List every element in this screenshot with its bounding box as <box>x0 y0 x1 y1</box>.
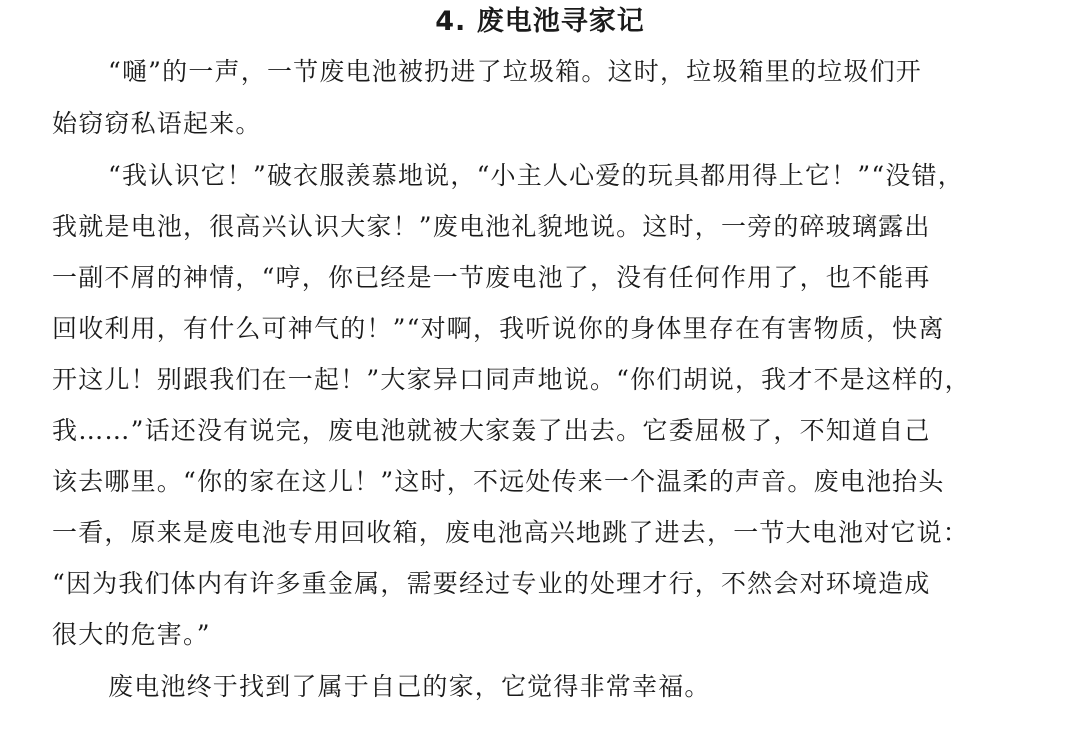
paragraph-1-line-1: “嗵”的一声，一节废电池被扔进了垃圾箱。这时，垃圾箱里的垃圾们开 <box>108 57 922 86</box>
paragraph-2-line-4: 回收利用，有什么可神气的！”“对啊，我听说你的身体里存在有害物质，快离 <box>52 314 945 343</box>
story-title: 4. 废电池寻家记 <box>435 6 645 37</box>
paragraph-2-line-2: 我就是电池，很高兴认识大家！”废电池礼貌地说。这时，一旁的碎玻璃露出 <box>52 212 931 241</box>
paragraph-2-line-5: 开这儿！别跟我们在一起！”大家异口同声地说。“你们胡说，我才不是这样的， <box>52 365 971 394</box>
paragraph-2-line-1: “我认识它！”破衣服羡慕地说，“小主人心爱的玩具都用得上它！”“没错， <box>108 161 964 190</box>
paragraph-2-line-10: 很大的危害。” <box>52 620 211 649</box>
paragraph-2-line-9: “因为我们体内有许多重金属，需要经过专业的处理才行，不然会对环境造成 <box>52 569 931 598</box>
paragraph-2-line-6: 我……”话还没有说完，废电池就被大家轰了出去。它委屈极了，不知道自己 <box>52 416 931 445</box>
paragraph-2-line-7: 该去哪里。“你的家在这儿！”这时，不远处传来一个温柔的声音。废电池抬头 <box>52 467 945 496</box>
paragraph-2-line-3: 一副不屑的神情，“哼，你已经是一节废电池了，没有任何作用了，也不能再 <box>52 263 931 292</box>
paragraph-2-line-8: 一看，原来是废电池专用回收箱，废电池高兴地跳了进去，一节大电池对它说： <box>52 518 970 547</box>
paragraph-3-line-1: 废电池终于找到了属于自己的家，它觉得非常幸福。 <box>108 672 711 701</box>
paragraph-1-line-2: 始窃窃私语起来。 <box>52 109 262 138</box>
